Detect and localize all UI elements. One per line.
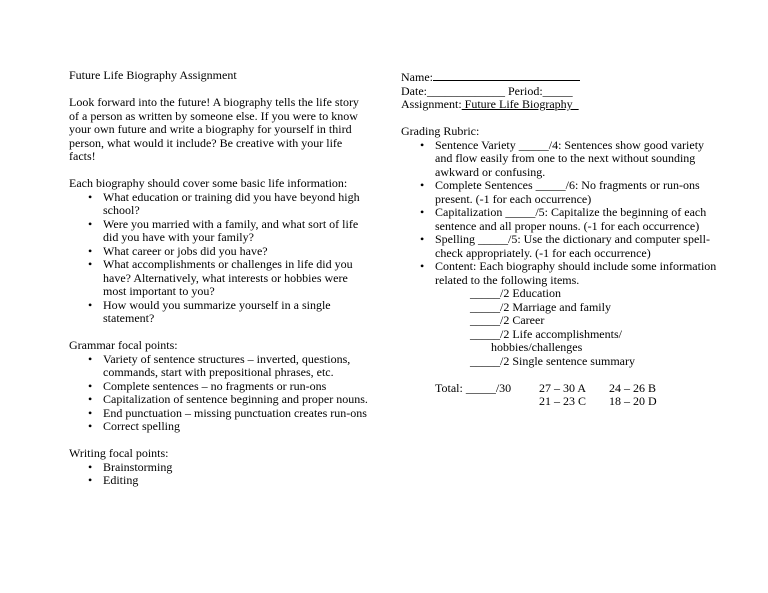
- list-item: • Capitalization _____/5: Capitalize the beginning of each sentence and all proper nouns. (-1 for each occurrence): [401, 206, 721, 233]
- intro-paragraph: Look forward into the future! A biography tells the life story of a person as written by someone else. If you were to know your own future and write a biography for yourself in third person, what would it include? Be creative with your life facts!: [69, 95, 359, 163]
- list-item: • Content: Each biography should include some information related to the following items.: [401, 260, 721, 287]
- list-item: • Brainstorming: [69, 461, 369, 475]
- grammar-heading: Grammar focal points:: [69, 338, 178, 352]
- grammar-list: [69, 353, 369, 434]
- name-label: Name:: [401, 70, 433, 84]
- date-line: Date:_____________ Period:_____: [401, 83, 573, 98]
- total-row: [401, 382, 721, 409]
- list-item: • How would you summarize yourself in a single statement?: [69, 299, 369, 326]
- list-item: • Complete sentences – no fragments or run-ons: [69, 380, 369, 394]
- total-label: Total: _____/30: [435, 380, 512, 395]
- left-column: [69, 69, 369, 488]
- rubric-heading: Grading Rubric:: [401, 124, 480, 138]
- grade-a: 27 – 30 A: [539, 380, 587, 395]
- list-item: • Correct spelling: [69, 420, 369, 434]
- list-item: • Variety of sentence structures – inverted, questions, commands, start with prepositional phrases, etc.: [69, 353, 369, 380]
- rubric-list: [401, 139, 721, 288]
- list-item: • Capitalization of sentence beginning and proper nouns.: [69, 393, 369, 407]
- content-subitem: _____/2 Marriage and family: [470, 299, 611, 314]
- assignment-line: [401, 98, 721, 112]
- writing-list: [69, 461, 369, 488]
- list-item: • What career or jobs did you have?: [69, 245, 369, 259]
- list-item: • Spelling _____/5: Use the dictionary and computer spell-check appropriately. (-1 for each occurrence): [401, 233, 721, 260]
- list-item: • End punctuation – missing punctuation creates run-ons: [69, 407, 369, 421]
- assignment-value: Future Life Biography: [461, 97, 579, 111]
- content-subitem: hobbies/challenges: [491, 340, 583, 354]
- cover-list: [69, 191, 369, 326]
- list-item: • Sentence Variety _____/4: Sentences show good variety and flow easily from one to the next without sounding awkward or confusing.: [401, 139, 721, 180]
- list-item: • What accomplishments or challenges in life did you have? Alternatively, what interests or hobbies were most important to you?: [69, 258, 369, 299]
- content-subitem: _____/2 Single sentence summary: [470, 353, 635, 368]
- grade-b: 24 – 26 B: [609, 380, 657, 395]
- right-column: [401, 69, 721, 409]
- assignment-label: Assignment:: [401, 97, 462, 111]
- list-item: • Were you married with a family, and what sort of life did you have with your family?: [69, 218, 369, 245]
- name-field[interactable]: [433, 69, 580, 81]
- name-line: [401, 69, 721, 85]
- content-subitem: _____/2 Life accomplishments/: [470, 326, 622, 341]
- grade-c: 21 – 23 C: [539, 394, 587, 408]
- list-item: • Complete Sentences _____/6: No fragments or run-ons present. (-1 for each occurrence): [401, 179, 721, 206]
- grade-d: 18 – 20 D: [609, 394, 657, 408]
- list-item: • Editing: [69, 474, 369, 488]
- assignment-title: Future Life Biography Assignment: [69, 68, 237, 82]
- content-subitem: _____/2 Education: [470, 286, 561, 300]
- list-item: • What education or training did you have beyond high school?: [69, 191, 369, 218]
- writing-heading: Writing focal points:: [69, 446, 169, 460]
- content-subitem: _____/2 Career: [470, 313, 545, 327]
- cover-heading: Each biography should cover some basic life information:: [69, 176, 348, 190]
